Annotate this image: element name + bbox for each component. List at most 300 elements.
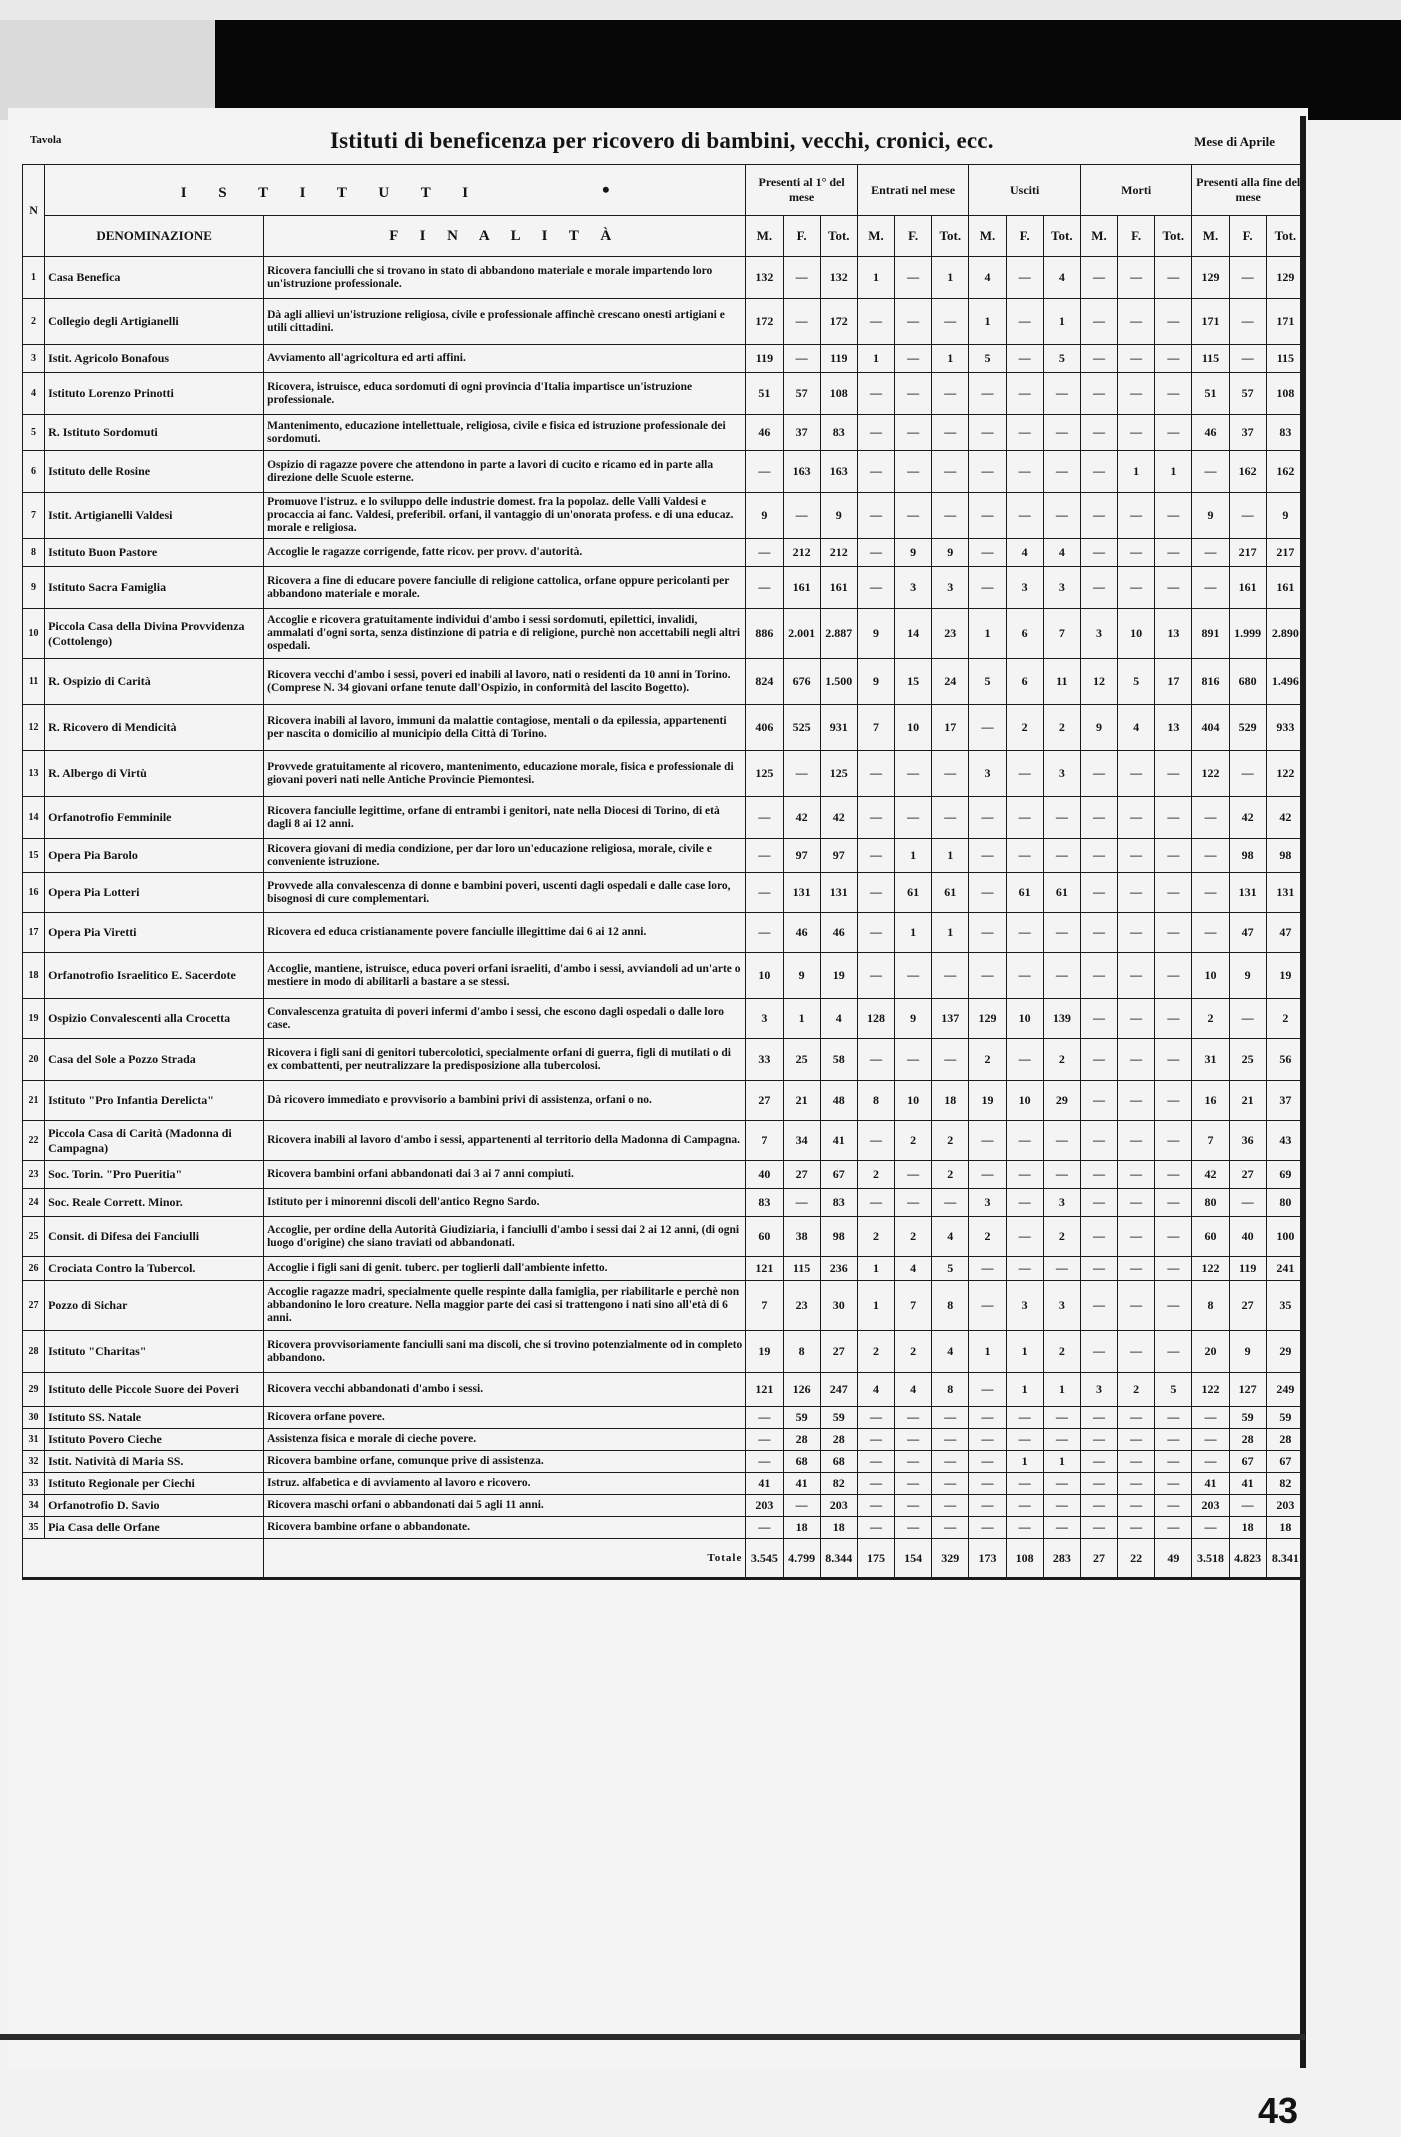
value-cell: — xyxy=(1118,999,1155,1039)
value-cell: — xyxy=(1043,493,1080,539)
value-cell: — xyxy=(1080,1257,1117,1281)
total-value-cell: 108 xyxy=(1006,1539,1043,1579)
institution-purpose: Ricovera, istruisce, educa sordomuti di ogni provincia d'Italia impartisce un'istruzione professionale. xyxy=(264,373,746,415)
value-cell: 46 xyxy=(783,913,820,953)
value-cell: 2 xyxy=(857,1331,894,1373)
value-cell: 38 xyxy=(783,1217,820,1257)
value-cell: — xyxy=(857,1039,894,1081)
value-cell: 3 xyxy=(1043,1281,1080,1331)
value-cell: 4 xyxy=(1043,539,1080,567)
value-cell: 46 xyxy=(746,415,783,451)
value-cell: 100 xyxy=(1266,1217,1304,1257)
value-cell: — xyxy=(1155,257,1192,299)
table-row xyxy=(23,1217,1305,1257)
value-cell: — xyxy=(969,1407,1006,1429)
value-cell: — xyxy=(895,1407,932,1429)
institution-name: Collegio degli Artigianelli xyxy=(45,299,264,345)
value-cell: — xyxy=(969,797,1006,839)
value-cell: — xyxy=(1229,751,1266,797)
page-bottom-edge xyxy=(0,2034,1305,2040)
value-cell: — xyxy=(969,493,1006,539)
value-cell: 137 xyxy=(932,999,969,1039)
value-cell: — xyxy=(895,373,932,415)
value-cell: 1 xyxy=(857,1281,894,1331)
value-cell: 27 xyxy=(746,1081,783,1121)
institution-purpose: Accoglie ragazze madri, specialmente quelle respinte dalla famiglia, per riabilitarle e perchè non abbandonino le loro creature. Nella maggior parte dei casi si trattengono i nati sino all'età di 6 anni. xyxy=(264,1281,746,1331)
institution-name: Pozzo di Sichar xyxy=(45,1281,264,1331)
value-cell: — xyxy=(969,539,1006,567)
value-cell: — xyxy=(857,1189,894,1217)
value-cell: 119 xyxy=(746,345,783,373)
value-cell: 2 xyxy=(895,1121,932,1161)
group-header-presenti-fine: Presenti alla fine del mese xyxy=(1192,165,1305,216)
value-cell: 125 xyxy=(746,751,783,797)
value-cell: — xyxy=(969,1281,1006,1331)
institution-name: Istituto Sacra Famiglia xyxy=(45,567,264,609)
value-cell: — xyxy=(746,839,783,873)
value-cell: 1 xyxy=(1006,1331,1043,1373)
value-cell: 8 xyxy=(857,1081,894,1121)
institution-purpose: Accoglie e ricovera gratuitamente individui d'ambo i sessi sordomuti, epilettici, invalidi, ammalati d'ogni sorta, senza distinzione di patria e di religione, purchè non accettabili negli altri ospedali. xyxy=(264,609,746,659)
institution-name: Orfanotrofio Israelitico E. Sacerdote xyxy=(45,953,264,999)
institution-name: R. Istituto Sordomuti xyxy=(45,415,264,451)
value-cell: 212 xyxy=(783,539,820,567)
value-cell: 28 xyxy=(1229,1429,1266,1451)
value-cell: — xyxy=(1080,751,1117,797)
institution-purpose: Ricovera inabili al lavoro d'ambo i sessi, appartenenti al territorio della Madonna di Campagna. xyxy=(264,1121,746,1161)
value-cell: — xyxy=(857,1121,894,1161)
value-cell: 33 xyxy=(746,1039,783,1081)
value-cell: — xyxy=(746,451,783,493)
value-cell: — xyxy=(1155,953,1192,999)
value-cell: — xyxy=(1080,451,1117,493)
value-cell: — xyxy=(1043,1121,1080,1161)
value-cell: — xyxy=(1155,797,1192,839)
value-cell: 171 xyxy=(1192,299,1229,345)
value-cell: — xyxy=(1155,1429,1192,1451)
value-cell: 4 xyxy=(895,1257,932,1281)
value-cell: 51 xyxy=(1192,373,1229,415)
institution-purpose: Promuove l'istruz. e lo sviluppo delle industrie domest. fra la popolaz. delle Valli Valdesi e procaccia ai fanc. Valdesi, preferibil. orfani, il vantaggio di un'onorata profess. e di una educaz. morale e religiosa. xyxy=(264,493,746,539)
value-cell: 5 xyxy=(932,1257,969,1281)
table-row xyxy=(23,1407,1305,1429)
value-cell: 5 xyxy=(1118,659,1155,705)
value-cell: 21 xyxy=(1229,1081,1266,1121)
institution-purpose: Mantenimento, educazione intellettuale, religiosa, civile e fisica ed istruzione professionale dei sordomuti. xyxy=(264,415,746,451)
value-cell: — xyxy=(932,1517,969,1539)
value-cell: — xyxy=(1155,1517,1192,1539)
row-number: 20 xyxy=(23,1039,45,1081)
value-cell: 1 xyxy=(857,345,894,373)
institution-name: Istituto delle Rosine xyxy=(45,451,264,493)
value-cell: 9 xyxy=(1229,1331,1266,1373)
value-cell: 42 xyxy=(783,797,820,839)
table-row xyxy=(23,839,1305,873)
table-row xyxy=(23,705,1305,751)
table-row xyxy=(23,1121,1305,1161)
value-cell: 2.001 xyxy=(783,609,820,659)
value-cell: 163 xyxy=(783,451,820,493)
value-cell: 3 xyxy=(895,567,932,609)
value-cell: — xyxy=(1043,797,1080,839)
value-cell: 529 xyxy=(1229,705,1266,751)
value-cell: 6 xyxy=(1006,659,1043,705)
value-cell: 131 xyxy=(783,873,820,913)
value-cell: — xyxy=(1155,1281,1192,1331)
value-cell: 3 xyxy=(1080,609,1117,659)
value-cell: — xyxy=(857,1451,894,1473)
value-cell: 4 xyxy=(932,1331,969,1373)
institution-name: Istit. Agricolo Bonafous xyxy=(45,345,264,373)
value-cell: 47 xyxy=(1229,913,1266,953)
table-row xyxy=(23,1189,1305,1217)
table-row xyxy=(23,299,1305,345)
value-cell: — xyxy=(1080,299,1117,345)
value-cell: 56 xyxy=(1266,1039,1304,1081)
value-cell: 47 xyxy=(1266,913,1304,953)
value-cell: 23 xyxy=(932,609,969,659)
value-cell: — xyxy=(1006,493,1043,539)
value-cell: — xyxy=(1080,1161,1117,1189)
value-cell: — xyxy=(1043,1407,1080,1429)
value-cell: — xyxy=(895,1473,932,1495)
value-cell: — xyxy=(932,751,969,797)
value-cell: — xyxy=(1118,373,1155,415)
value-cell: 18 xyxy=(1266,1517,1304,1539)
value-cell: — xyxy=(1155,751,1192,797)
value-cell: 163 xyxy=(820,451,857,493)
value-cell: 31 xyxy=(1192,1039,1229,1081)
value-cell: — xyxy=(1155,1331,1192,1373)
page-title: Istituti di beneficenza per ricovero di bambini, vecchi, cronici, ecc. xyxy=(330,128,994,153)
value-cell: — xyxy=(1155,1121,1192,1161)
value-cell: 41 xyxy=(1192,1473,1229,1495)
value-cell: — xyxy=(1080,1451,1117,1473)
value-cell: 9 xyxy=(857,659,894,705)
value-cell: — xyxy=(857,953,894,999)
value-cell: 57 xyxy=(783,373,820,415)
table-row xyxy=(23,1429,1305,1451)
value-cell: — xyxy=(1080,1281,1117,1331)
value-cell: 27 xyxy=(820,1331,857,1373)
value-cell: 122 xyxy=(1192,1257,1229,1281)
value-cell: 10 xyxy=(1118,609,1155,659)
value-cell: 121 xyxy=(746,1373,783,1407)
total-value-cell: 329 xyxy=(932,1539,969,1579)
istituti-header: I S T I T U T I • xyxy=(45,165,746,216)
table-row xyxy=(23,953,1305,999)
group-header-entrati: Entrati nel mese xyxy=(857,165,969,216)
table-row xyxy=(23,1373,1305,1407)
value-cell: 83 xyxy=(746,1189,783,1217)
institution-purpose: Provvede gratuitamente al ricovero, mantenimento, educazione morale, fisica e professionale di giovani poveri nati nelle Antiche Provincie Piemontesi. xyxy=(264,751,746,797)
institution-purpose: Ricovera bambine orfane o abbandonate. xyxy=(264,1517,746,1539)
value-cell: 2 xyxy=(857,1217,894,1257)
institution-name: Soc. Torin. "Pro Pueritia" xyxy=(45,1161,264,1189)
institution-name: Istituto "Pro Infantia Derelicta" xyxy=(45,1081,264,1121)
value-cell: 172 xyxy=(820,299,857,345)
value-cell: 42 xyxy=(1266,797,1304,839)
value-cell: 3 xyxy=(1043,751,1080,797)
table-row xyxy=(23,873,1305,913)
value-cell: — xyxy=(857,373,894,415)
value-cell: — xyxy=(1118,1407,1155,1429)
value-cell: — xyxy=(1118,1495,1155,1517)
institution-purpose: Istituto per i minorenni discoli dell'antico Regno Sardo. xyxy=(264,1189,746,1217)
value-cell: — xyxy=(783,257,820,299)
value-cell: — xyxy=(1192,451,1229,493)
value-cell: — xyxy=(1155,1495,1192,1517)
value-cell: 5 xyxy=(969,345,1006,373)
sub-header-tot: Tot. xyxy=(932,216,969,257)
value-cell: — xyxy=(857,415,894,451)
value-cell: — xyxy=(1080,539,1117,567)
institution-name: Istituto Povero Cieche xyxy=(45,1429,264,1451)
institution-purpose: Ricovera orfane povere. xyxy=(264,1407,746,1429)
value-cell: 80 xyxy=(1192,1189,1229,1217)
value-cell: — xyxy=(969,567,1006,609)
value-cell: — xyxy=(895,1429,932,1451)
sub-header-tot: Tot. xyxy=(820,216,857,257)
total-value-cell: 8.344 xyxy=(820,1539,857,1579)
value-cell: — xyxy=(1080,797,1117,839)
value-cell: — xyxy=(1155,1161,1192,1189)
value-cell: — xyxy=(783,1495,820,1517)
table-row xyxy=(23,1039,1305,1081)
total-label: Totale xyxy=(264,1539,746,1579)
value-cell: 1 xyxy=(969,1331,1006,1373)
sub-header-tot: Tot. xyxy=(1155,216,1192,257)
value-cell: — xyxy=(1155,345,1192,373)
value-cell: 933 xyxy=(1266,705,1304,751)
value-cell: 27 xyxy=(1229,1281,1266,1331)
value-cell: — xyxy=(895,257,932,299)
value-cell: 83 xyxy=(820,1189,857,1217)
value-cell: — xyxy=(1080,953,1117,999)
value-cell: — xyxy=(1006,1121,1043,1161)
value-cell: 1 xyxy=(969,299,1006,345)
institution-name: Istituto "Charitas" xyxy=(45,1331,264,1373)
value-cell: — xyxy=(969,873,1006,913)
value-cell: 249 xyxy=(1266,1373,1304,1407)
value-cell: 1 xyxy=(1043,1451,1080,1473)
table-row xyxy=(23,609,1305,659)
value-cell: 18 xyxy=(820,1517,857,1539)
value-cell: 98 xyxy=(1229,839,1266,873)
table-label: Tavola xyxy=(30,134,62,146)
value-cell: — xyxy=(969,1257,1006,1281)
institution-purpose: Accoglie, mantiene, istruisce, educa poveri orfani israeliti, d'ambo i sessi, avviandoli ad un'arte o mestiere in modo di abilitarli a bastare a se stessi. xyxy=(264,953,746,999)
value-cell: — xyxy=(1118,1517,1155,1539)
value-cell: — xyxy=(1118,1429,1155,1451)
row-number: 14 xyxy=(23,797,45,839)
value-cell: 4 xyxy=(969,257,1006,299)
value-cell: 2 xyxy=(1266,999,1304,1039)
value-cell: — xyxy=(1006,1495,1043,1517)
value-cell: 241 xyxy=(1266,1257,1304,1281)
value-cell: — xyxy=(1118,873,1155,913)
value-cell: — xyxy=(1155,1407,1192,1429)
value-cell: 58 xyxy=(820,1039,857,1081)
value-cell: — xyxy=(932,299,969,345)
value-cell: — xyxy=(1155,1081,1192,1121)
value-cell: — xyxy=(1006,373,1043,415)
value-cell: 2.890 xyxy=(1266,609,1304,659)
value-cell: 9 xyxy=(1229,953,1266,999)
total-value-cell: 8.341 xyxy=(1266,1539,1304,1579)
value-cell: — xyxy=(857,1517,894,1539)
value-cell: — xyxy=(1006,345,1043,373)
row-number: 34 xyxy=(23,1495,45,1517)
value-cell: — xyxy=(932,1495,969,1517)
value-cell: 2 xyxy=(895,1331,932,1373)
value-cell: — xyxy=(1006,953,1043,999)
value-cell: 10 xyxy=(895,1081,932,1121)
value-cell: — xyxy=(1006,1161,1043,1189)
value-cell: 18 xyxy=(783,1517,820,1539)
institution-name: Orfanotrofio D. Savio xyxy=(45,1495,264,1517)
value-cell: 14 xyxy=(895,609,932,659)
value-cell: 247 xyxy=(820,1373,857,1407)
value-cell: 119 xyxy=(1229,1257,1266,1281)
value-cell: 1 xyxy=(932,257,969,299)
value-cell: — xyxy=(1080,873,1117,913)
value-cell: — xyxy=(1043,1161,1080,1189)
value-cell: — xyxy=(1080,567,1117,609)
value-cell: 6 xyxy=(1006,609,1043,659)
table-row xyxy=(23,1081,1305,1121)
value-cell: 60 xyxy=(746,1217,783,1257)
value-cell: 20 xyxy=(1192,1331,1229,1373)
value-cell: — xyxy=(1118,345,1155,373)
table-row xyxy=(23,1331,1305,1373)
value-cell: — xyxy=(969,1121,1006,1161)
value-cell: — xyxy=(1006,1517,1043,1539)
value-cell: 68 xyxy=(783,1451,820,1473)
institution-purpose: Ricovera maschi orfani o abbandonati dai 5 agli 11 anni. xyxy=(264,1495,746,1517)
value-cell: — xyxy=(1192,873,1229,913)
value-cell: 10 xyxy=(895,705,932,751)
value-cell: 23 xyxy=(783,1281,820,1331)
institution-purpose: Ricovera bambine orfane, comunque prive di assistenza. xyxy=(264,1451,746,1473)
value-cell: 40 xyxy=(746,1161,783,1189)
total-value-cell: 3.518 xyxy=(1192,1539,1229,1579)
value-cell: — xyxy=(969,705,1006,751)
value-cell: — xyxy=(857,1473,894,1495)
value-cell: 40 xyxy=(1229,1217,1266,1257)
row-number: 12 xyxy=(23,705,45,751)
value-cell: 2 xyxy=(895,1217,932,1257)
value-cell: 162 xyxy=(1229,451,1266,493)
value-cell: — xyxy=(969,953,1006,999)
value-cell: 4 xyxy=(820,999,857,1039)
value-cell: — xyxy=(857,1407,894,1429)
value-cell: — xyxy=(1155,415,1192,451)
table-body xyxy=(23,257,1305,1579)
group-header-usciti: Usciti xyxy=(969,165,1081,216)
institution-purpose: Ricovera vecchi abbandonati d'ambo i sessi. xyxy=(264,1373,746,1407)
total-value-cell: 27 xyxy=(1080,1539,1117,1579)
value-cell: 21 xyxy=(783,1081,820,1121)
value-cell: — xyxy=(857,1495,894,1517)
value-cell: — xyxy=(1155,1217,1192,1257)
value-cell: — xyxy=(895,1189,932,1217)
value-cell: — xyxy=(783,493,820,539)
total-value-cell: 283 xyxy=(1043,1539,1080,1579)
row-number: 2 xyxy=(23,299,45,345)
table-row xyxy=(23,415,1305,451)
value-cell: — xyxy=(895,345,932,373)
value-cell: 46 xyxy=(820,913,857,953)
institution-purpose: Convalescenza gratuita di poveri infermi d'ambo i sessi, che escono dagli ospedali o dalle loro case. xyxy=(264,999,746,1039)
value-cell: — xyxy=(1118,493,1155,539)
value-cell: — xyxy=(1006,839,1043,873)
value-cell: — xyxy=(1118,1121,1155,1161)
value-cell: — xyxy=(932,1039,969,1081)
value-cell: 36 xyxy=(1229,1121,1266,1161)
header-row-groups xyxy=(23,165,1305,216)
value-cell: 15 xyxy=(895,659,932,705)
value-cell: 27 xyxy=(783,1161,820,1189)
value-cell: 41 xyxy=(746,1473,783,1495)
value-cell: — xyxy=(1080,493,1117,539)
bullet-dot: • xyxy=(602,177,610,202)
value-cell: — xyxy=(895,1161,932,1189)
table-row xyxy=(23,539,1305,567)
value-cell: — xyxy=(895,1495,932,1517)
value-cell: — xyxy=(1006,913,1043,953)
value-cell: — xyxy=(969,1451,1006,1473)
value-cell: — xyxy=(969,451,1006,493)
row-number: 22 xyxy=(23,1121,45,1161)
value-cell: — xyxy=(1118,257,1155,299)
value-cell: 1 xyxy=(857,1257,894,1281)
value-cell: — xyxy=(969,1373,1006,1407)
value-cell: 212 xyxy=(820,539,857,567)
value-cell: — xyxy=(1192,567,1229,609)
total-row xyxy=(23,1539,1305,1579)
value-cell: 2 xyxy=(1043,1331,1080,1373)
value-cell: 29 xyxy=(1266,1331,1304,1373)
value-cell: — xyxy=(1155,567,1192,609)
value-cell: — xyxy=(746,1451,783,1473)
row-number: 18 xyxy=(23,953,45,999)
institution-name: Opera Pia Viretti xyxy=(45,913,264,953)
value-cell: 61 xyxy=(1043,873,1080,913)
total-value-cell: 175 xyxy=(857,1539,894,1579)
value-cell: — xyxy=(1192,1429,1229,1451)
value-cell: 676 xyxy=(783,659,820,705)
value-cell: 25 xyxy=(1229,1039,1266,1081)
value-cell: 132 xyxy=(820,257,857,299)
value-cell: 19 xyxy=(969,1081,1006,1121)
value-cell: — xyxy=(1155,999,1192,1039)
value-cell: — xyxy=(1155,1451,1192,1473)
table-row xyxy=(23,1257,1305,1281)
value-cell: 67 xyxy=(820,1161,857,1189)
value-cell: 51 xyxy=(746,373,783,415)
sub-header-tot: Tot. xyxy=(1266,216,1304,257)
value-cell: — xyxy=(857,913,894,953)
value-cell: — xyxy=(1118,913,1155,953)
title-row xyxy=(20,128,1295,154)
value-cell: 98 xyxy=(820,1217,857,1257)
value-cell: 1.496 xyxy=(1266,659,1304,705)
value-cell: — xyxy=(1118,539,1155,567)
institution-purpose: Ricovera giovani di media condizione, per dar loro un'educazione religiosa, morale, civile e conveniente istruzione. xyxy=(264,839,746,873)
value-cell: 203 xyxy=(746,1495,783,1517)
value-cell: — xyxy=(1229,493,1266,539)
